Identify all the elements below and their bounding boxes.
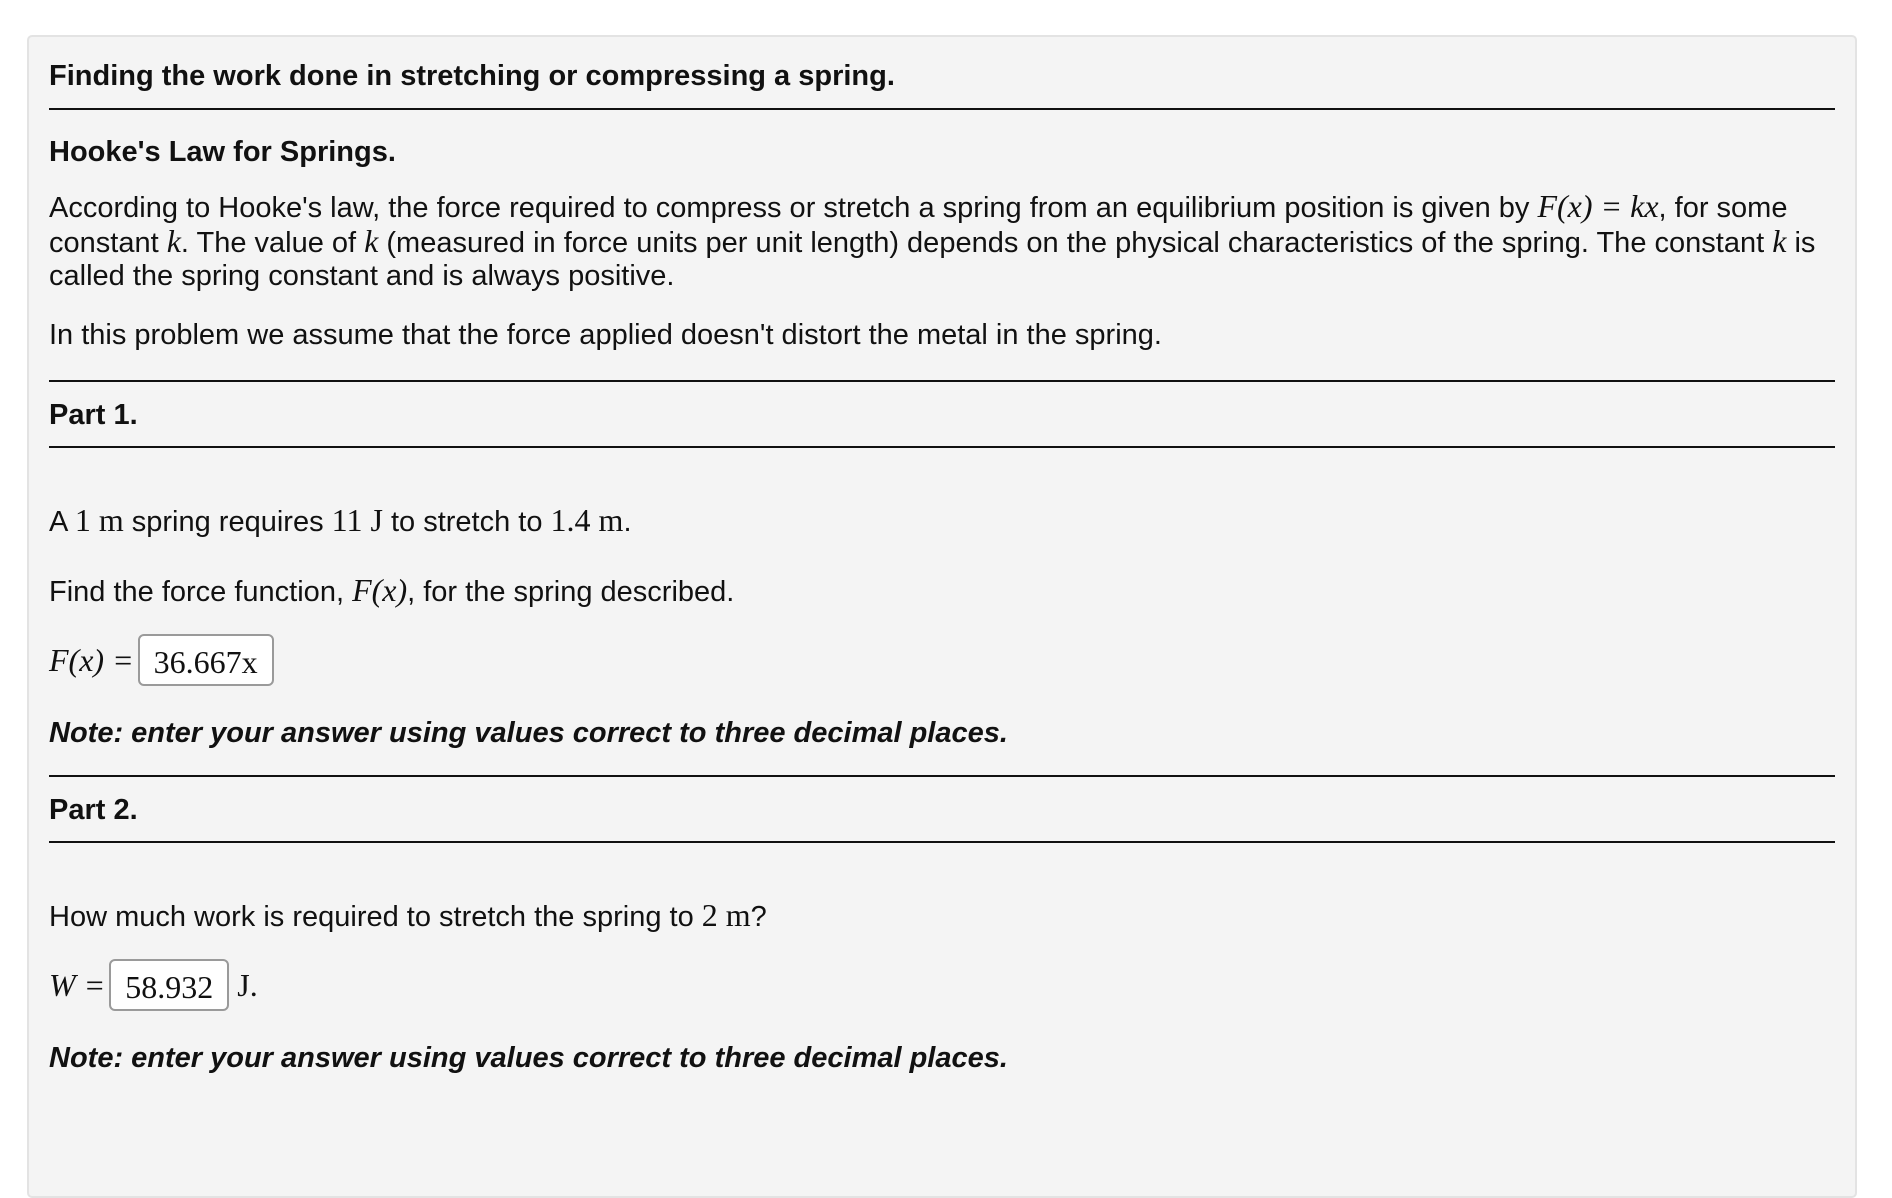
- part1-heading: Part 1.: [49, 399, 138, 431]
- part2-answer-row: [49, 957, 1835, 1013]
- part1-answer-row: [49, 632, 1835, 688]
- text: (measured in force units per unit length) depends on the physical characteristics of the spring. The constant: [378, 227, 1773, 259]
- part1-note: Note: enter your answer using values correct to three decimal places.: [49, 717, 1008, 749]
- text: is called the spring constant and is always positive.: [49, 227, 1816, 292]
- problem-panel: [27, 35, 1857, 1198]
- part1-statement: A 1 m spring requires 11 J to stretch to 1.4 m.: [49, 502, 632, 538]
- assumption-paragraph: In this problem we assume that the force applied doesn't distort the metal in the spring.: [49, 319, 1162, 351]
- math-k: k: [364, 223, 379, 259]
- work-answer-input[interactable]: 58.932: [109, 959, 229, 1011]
- text: According to Hooke's law, the force required to compress or stretch a spring from an equilibrium position is given by: [49, 192, 1538, 224]
- intro-section: [49, 110, 1835, 355]
- part1-section: [49, 448, 1835, 750]
- math-stretch-length: 1.4 m: [550, 502, 624, 538]
- part2-question: How much work is required to stretch the spring to 2 m?: [49, 897, 767, 933]
- math-k: k: [166, 223, 181, 259]
- math-force-law: F(x) = kx: [1537, 188, 1659, 224]
- math-k: k: [1772, 223, 1787, 259]
- math-target-length: 2 m: [701, 897, 751, 933]
- text: . The value of: [180, 227, 365, 259]
- part2-heading: Part 2.: [49, 794, 138, 826]
- answer-label: W =: [49, 966, 106, 1003]
- math-work: 11 J: [331, 502, 383, 538]
- text: , for some constant: [49, 192, 1788, 259]
- intro-paragraph: [49, 190, 1835, 293]
- intro-heading: Hooke's Law for Springs.: [49, 136, 396, 168]
- force-function-answer-input[interactable]: 36.667x: [138, 634, 274, 686]
- problem-title: Finding the work done in stretching or compressing a spring.: [49, 60, 895, 92]
- math-length: 1 m: [74, 502, 124, 538]
- part2-section: [49, 843, 1835, 1075]
- answer-unit: J.: [237, 966, 258, 1003]
- answer-label: F(x) =: [49, 641, 134, 678]
- math-force-function: F(x): [352, 572, 408, 608]
- part1-question: Find the force function, F(x), for the spring described.: [49, 572, 735, 608]
- part2-note: Note: enter your answer using values correct to three decimal places.: [49, 1042, 1008, 1074]
